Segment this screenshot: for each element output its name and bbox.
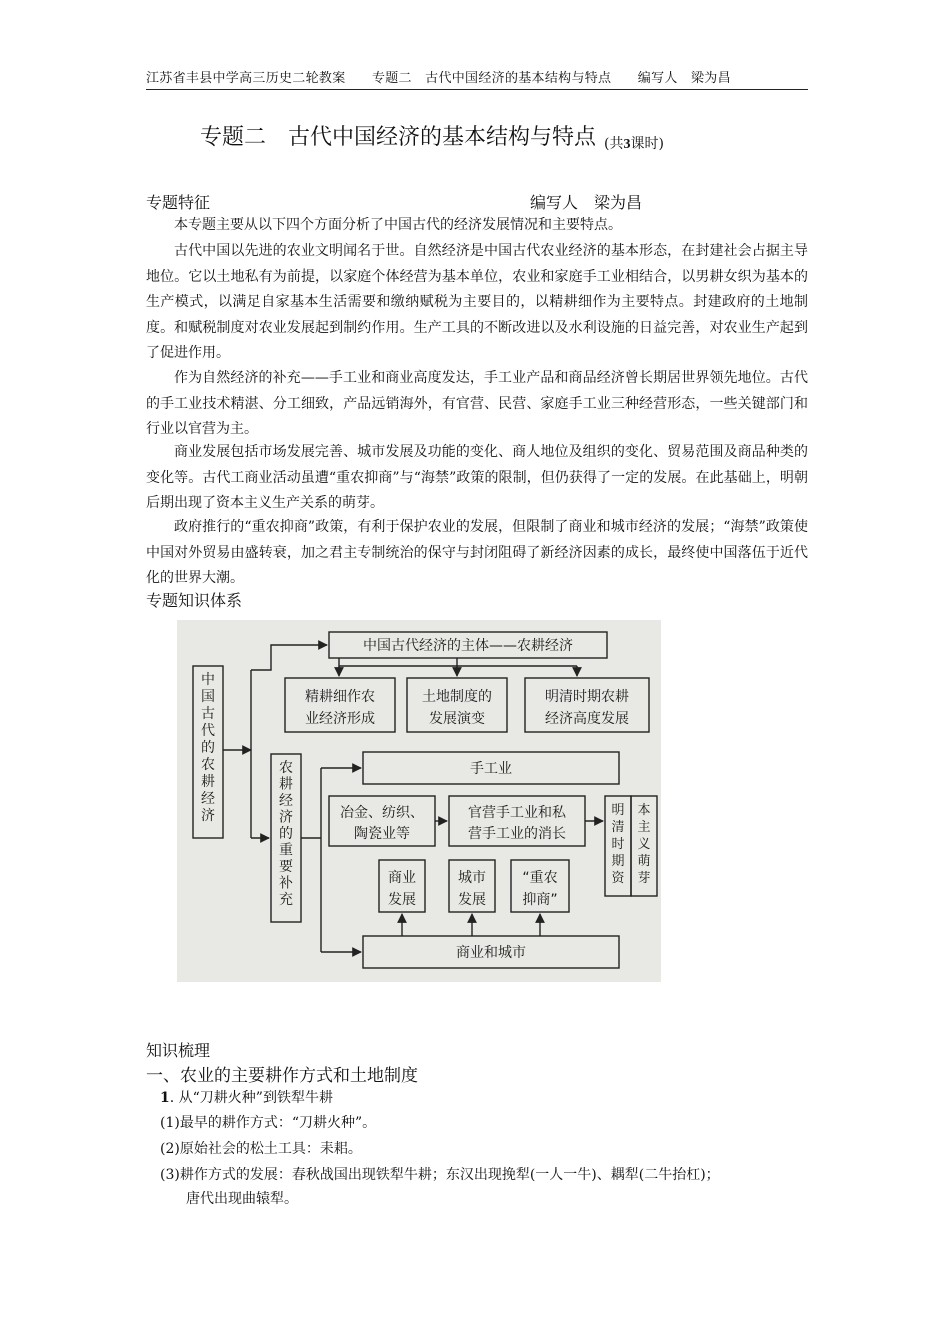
review-item-1-num: 1 xyxy=(160,1090,170,1106)
vertical-char: 清 xyxy=(611,820,625,835)
shougongye-text: 手工业 xyxy=(470,761,512,777)
main-body-text: 中国古代经济的主体——农耕经济 xyxy=(363,638,573,654)
jinggeng-line-1: 精耕细作农 xyxy=(305,689,375,705)
title-main: 专题二 古代中国经济的基本结构与特点 xyxy=(200,125,597,150)
jinggeng-line-2: 业经济形成 xyxy=(305,711,375,727)
vertical-char: 明 xyxy=(611,803,625,818)
vertical-char: 主 xyxy=(637,820,651,835)
zhongnong-line-1: “重农 xyxy=(522,870,558,886)
vertical-char: 时 xyxy=(611,837,625,852)
title-hours xyxy=(604,136,664,152)
vertical-char: 耕 xyxy=(279,776,293,793)
review-sub-3-cont: 唐代出现曲辕犁。 xyxy=(186,1191,298,1207)
vertical-char: 的 xyxy=(279,826,293,842)
supplement-text xyxy=(279,760,293,908)
header-school: 江苏省丰县中学高三历史二轮教案 xyxy=(146,71,346,86)
shangye-fz-line-1: 商业 xyxy=(388,870,416,886)
header-author: 编写人 梁为昌 xyxy=(637,71,731,86)
yejin-line-1: 冶金、纺织、 xyxy=(340,805,424,821)
vertical-char: 古 xyxy=(201,706,215,722)
line-main-body-split xyxy=(339,658,577,666)
review-heading: 一、农业的主要耕作方式和土地制度 xyxy=(146,1066,418,1086)
vertical-char: 萌 xyxy=(637,854,651,869)
shangye-fz-line-2: 发展 xyxy=(388,892,416,908)
features-paragraph: 作为自然经济的补充——手工业和商业高度发达，手工业产品和商品经济曾长期居世界领先地位。古代的手工业技术精湛、分工细致，产品远销海外，有官营、民营、家庭手工业三种经营形态，一些关键部门和行业以官营为主。 xyxy=(146,370,808,437)
vertical-char: 济 xyxy=(279,809,293,826)
review-label: 知识梳理 xyxy=(146,1041,211,1060)
features-paragraph: 商业发展包括市场发展完善、城市发展及功能的变化、商人地位及组织的变化、贸易范围及商品种类的变化等。古代工商业活动虽遭“重农抑商”与“海禁”政策的限制，但仍获得了一定的发展。在此基础上，明朝后期出现了资本主义生产关系的萌芽。 xyxy=(146,444,808,511)
guanying-line-2: 营手工业的消长 xyxy=(468,826,566,842)
mingqing-nong-line-2: 经济高度发展 xyxy=(545,711,629,727)
vertical-char: 的 xyxy=(201,740,215,756)
root-text xyxy=(201,671,215,824)
title-hours-post: 课时) xyxy=(630,136,664,152)
vertical-char: 本 xyxy=(637,803,651,818)
running-header xyxy=(146,70,808,90)
diagram-svg xyxy=(177,620,661,982)
vertical-char: 中 xyxy=(201,672,215,688)
vertical-char: 要 xyxy=(279,859,293,875)
zhongnong-line-2: 抑商” xyxy=(522,892,558,908)
vertical-char: 农 xyxy=(279,760,293,776)
mingqing-nong-line-1: 明清时期农耕 xyxy=(545,689,629,705)
chengshi-fz-line-1: 城市 xyxy=(458,870,486,886)
features-label: 专题特征 xyxy=(146,193,211,212)
vertical-char: 耕 xyxy=(201,774,215,790)
review-sub-1: (1)最早的耕作方式：“刀耕火种”。 xyxy=(160,1115,377,1131)
vertical-char: 重 xyxy=(279,842,293,859)
vertical-char: 农 xyxy=(201,757,215,773)
yejin-line-2: 陶瓷业等 xyxy=(354,826,410,842)
mingqing-col-text xyxy=(611,803,625,886)
zibenzhuyi-col-text xyxy=(637,802,650,886)
review-item-1-text: . 从“刀耕火种”到铁犁牛耕 xyxy=(169,1090,333,1106)
vertical-char: 经 xyxy=(201,791,215,807)
tudi-line-2: 发展演变 xyxy=(429,711,485,727)
guanying-line-1: 官营手工业和私 xyxy=(468,805,566,821)
vertical-char: 资 xyxy=(611,871,625,886)
title-hours-num: 3 xyxy=(623,137,631,152)
vertical-char: 国 xyxy=(201,689,215,705)
features-paragraph: 古代中国以先进的农业文明闻名于世。自然经济是中国古代农业经济的基本形态，在封建社会占据主导地位。它以土地私有为前提，以家庭个体经营为基本单位，农业和家庭手工业相结合，以男耕女织为基本的生产模式，以满足自家基本生活需要和缴纳赋税为主要目的，以精耕细作为主要特点。封建政府的土地制度。和赋税制度对农业发展起到制约作用。生产工具的不断改进以及水利设施的日益完善，对农业生产起到了促进作用。 xyxy=(146,243,808,361)
vertical-char: 补 xyxy=(279,875,293,892)
tudi-line-1: 土地制度的 xyxy=(422,689,492,705)
features-paragraph: 本专题主要从以下四个方面分析了中国古代的经济发展情况和主要特点。 xyxy=(174,217,622,233)
vertical-char: 期 xyxy=(611,854,625,869)
arrow-to-main-body xyxy=(251,645,327,670)
vertical-char: 芽 xyxy=(637,871,651,886)
features-heading-row xyxy=(146,190,808,212)
page-title xyxy=(200,120,664,151)
features-paragraph: 政府推行的“重农抑商”政策，有利于保护农业的发展，但限制了商业和城市经济的发展；“海禁”政策使中国对外贸易由盛转衰，加之君主专制统治的保守与封闭阻碍了新经济因素的成长，最终使中国落伍于近代化的世界大潮。 xyxy=(146,519,808,586)
features-author: 编写人 梁为昌 xyxy=(530,193,643,212)
chengshi-fz-line-2: 发展 xyxy=(458,892,486,908)
title-hours-pre: (共 xyxy=(604,136,624,152)
vertical-char: 义 xyxy=(637,837,651,852)
header-topic: 专题二 古代中国经济的基本结构与特点 xyxy=(371,71,612,86)
knowledge-system-label: 专题知识体系 xyxy=(146,591,243,610)
vertical-char: 济 xyxy=(201,808,215,824)
vertical-char: 代 xyxy=(201,723,215,739)
knowledge-diagram xyxy=(177,620,661,982)
review-sub-3: (3)耕作方式的发展：春秋战国出现铁犁牛耕；东汉出现挽犁(一人一牛)、耦犁(二牛抬杠)； xyxy=(160,1167,720,1183)
vertical-char: 充 xyxy=(279,892,293,908)
vertical-char: 经 xyxy=(279,793,293,809)
review-sub-2: (2)原始社会的松土工具：耒耜。 xyxy=(160,1141,362,1157)
shangye-cs-text: 商业和城市 xyxy=(456,945,526,961)
review-item-1 xyxy=(160,1085,333,1111)
